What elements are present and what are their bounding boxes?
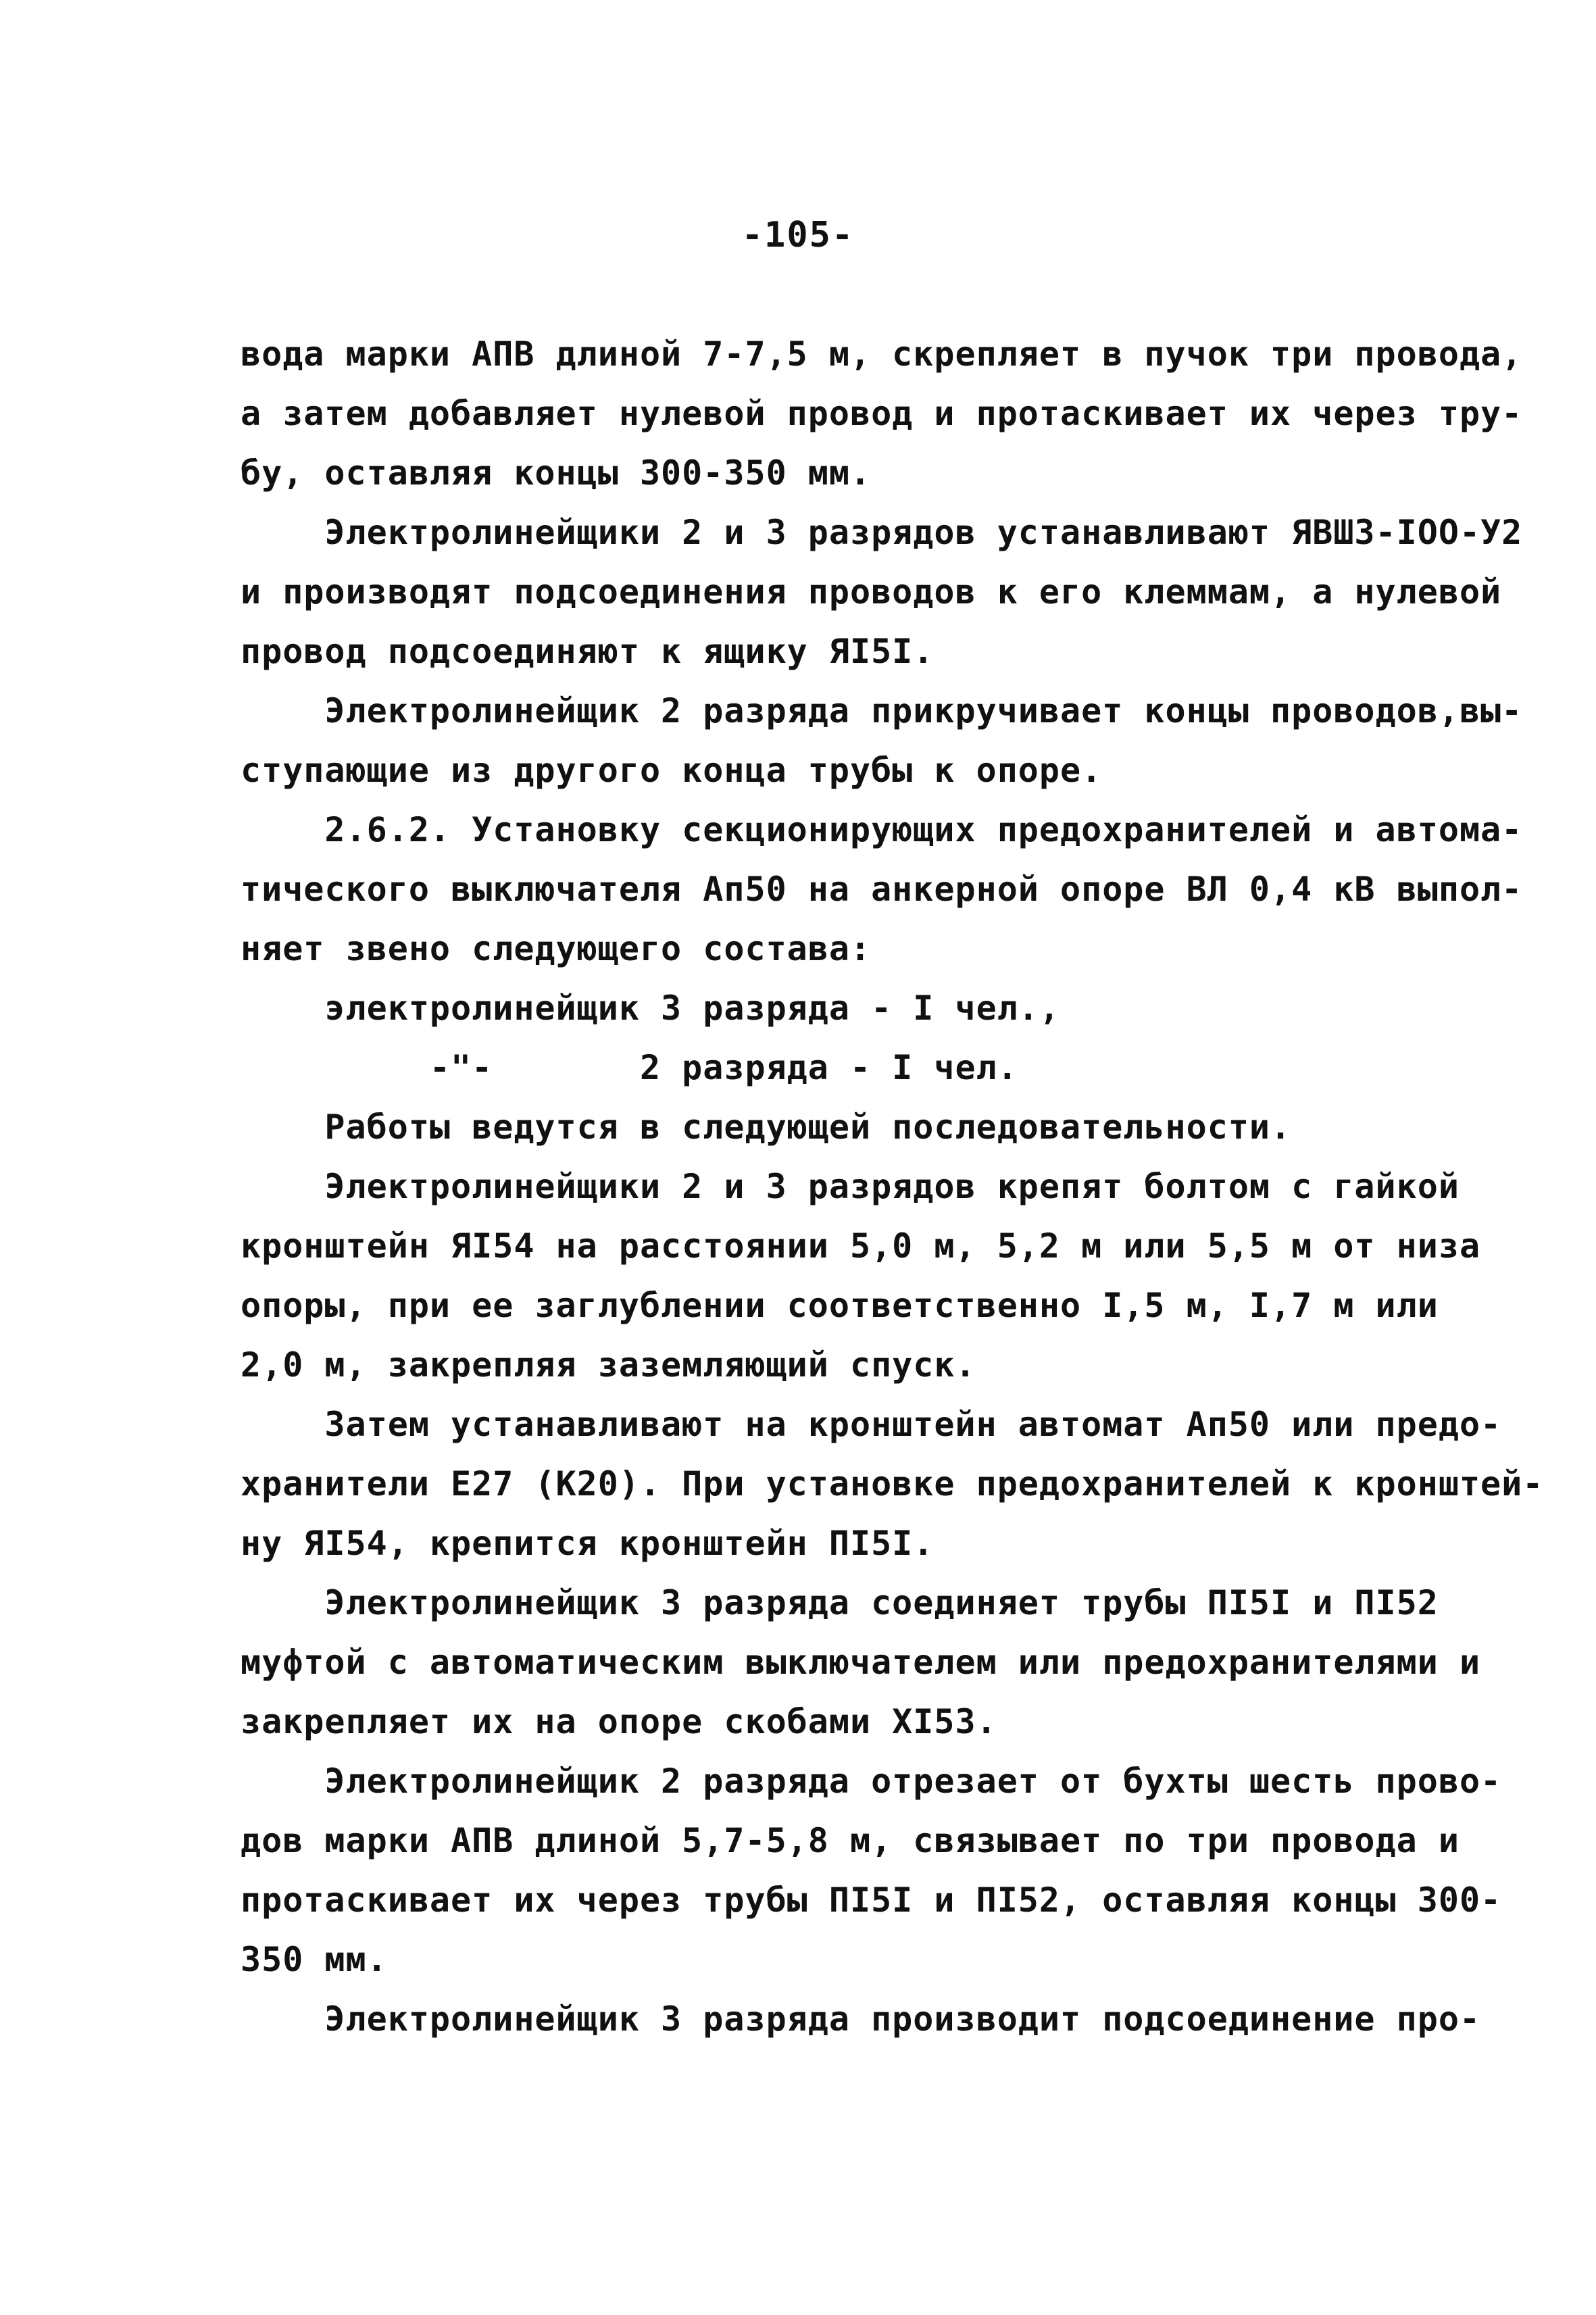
text-line: Электролинейщик 3 разряда соединяет трубы ПI5I и ПI52 [241, 1583, 1439, 1622]
text-line: кронштейн ЯI54 на расстоянии 5,0 м, 5,2 м или 5,5 м от низа [241, 1226, 1481, 1266]
text-line: няет звено следующего состава: [241, 929, 872, 968]
text-line: Работы ведутся в следующей последовательности. [241, 1107, 1292, 1147]
page-number: -105- [741, 215, 855, 255]
text-line: электролинейщик 3 разряда - I чел., [241, 989, 1060, 1028]
text-line: Затем устанавливают на кронштейн автомат Ап50 или предо- [241, 1405, 1502, 1444]
text-line: -"- 2 разряда - I чел. [241, 1048, 1018, 1087]
text-line: Электролинейщики 2 и 3 разрядов устанавливают ЯВШЗ-IOO-У2 [241, 513, 1523, 552]
text-line: Электролинейщики 2 и 3 разрядов крепят болтом с гайкой [241, 1167, 1460, 1206]
text-line: протаскивает их через трубы ПI5I и ПI52, оставляя концы 300- [241, 1881, 1502, 1920]
body-text [241, 324, 1544, 2049]
text-line: 350 мм. [241, 1940, 388, 1979]
text-line: провод подсоединяют к ящику ЯI5I. [241, 632, 934, 671]
text-line: хранители Е27 (К20). При установке предохранителей к кронштей- [241, 1464, 1544, 1503]
text-line: а затем добавляет нулевой провод и протаскивает их через тру- [241, 394, 1523, 433]
text-line: Электролинейщик 2 разряда отрезает от бухты шесть прово- [241, 1762, 1502, 1801]
text-line: дов марки АПВ длиной 5,7-5,8 м, связывает по три провода и [241, 1821, 1460, 1860]
text-line: ступающие из другого конца трубы к опоре. [241, 751, 1103, 790]
text-line: и производят подсоединения проводов к его клеммам, а нулевой [241, 572, 1502, 612]
text-line: 2,0 м, закрепляя заземляющий спуск. [241, 1345, 976, 1385]
text-line: Электролинейщик 3 разряда производит подсоединение про- [241, 1999, 1481, 2039]
text-line: бу, оставляя концы 300-350 мм. [241, 453, 872, 493]
text-line: закрепляет их на опоре скобами ХI53. [241, 1702, 997, 1741]
text-line: вода марки АПВ длиной 7-7,5 м, скрепляет в пучок три провода, [241, 334, 1523, 374]
text-line: муфтой с автоматическим выключателем или предохранителями и [241, 1643, 1481, 1682]
text-line: тического выключателя Ап50 на анкерной опоре ВЛ 0,4 кВ выпол- [241, 870, 1523, 909]
text-line: опоры, при ее заглублении соответственно I,5 м, I,7 м или [241, 1286, 1439, 1325]
text-line: 2.6.2. Установку секционирующих предохранителей и автома- [241, 810, 1523, 849]
text-line: Электролинейщик 2 разряда прикручивает концы проводов,вы- [241, 691, 1523, 730]
text-line: ну ЯI54, крепится кронштейн ПI5I. [241, 1524, 934, 1563]
